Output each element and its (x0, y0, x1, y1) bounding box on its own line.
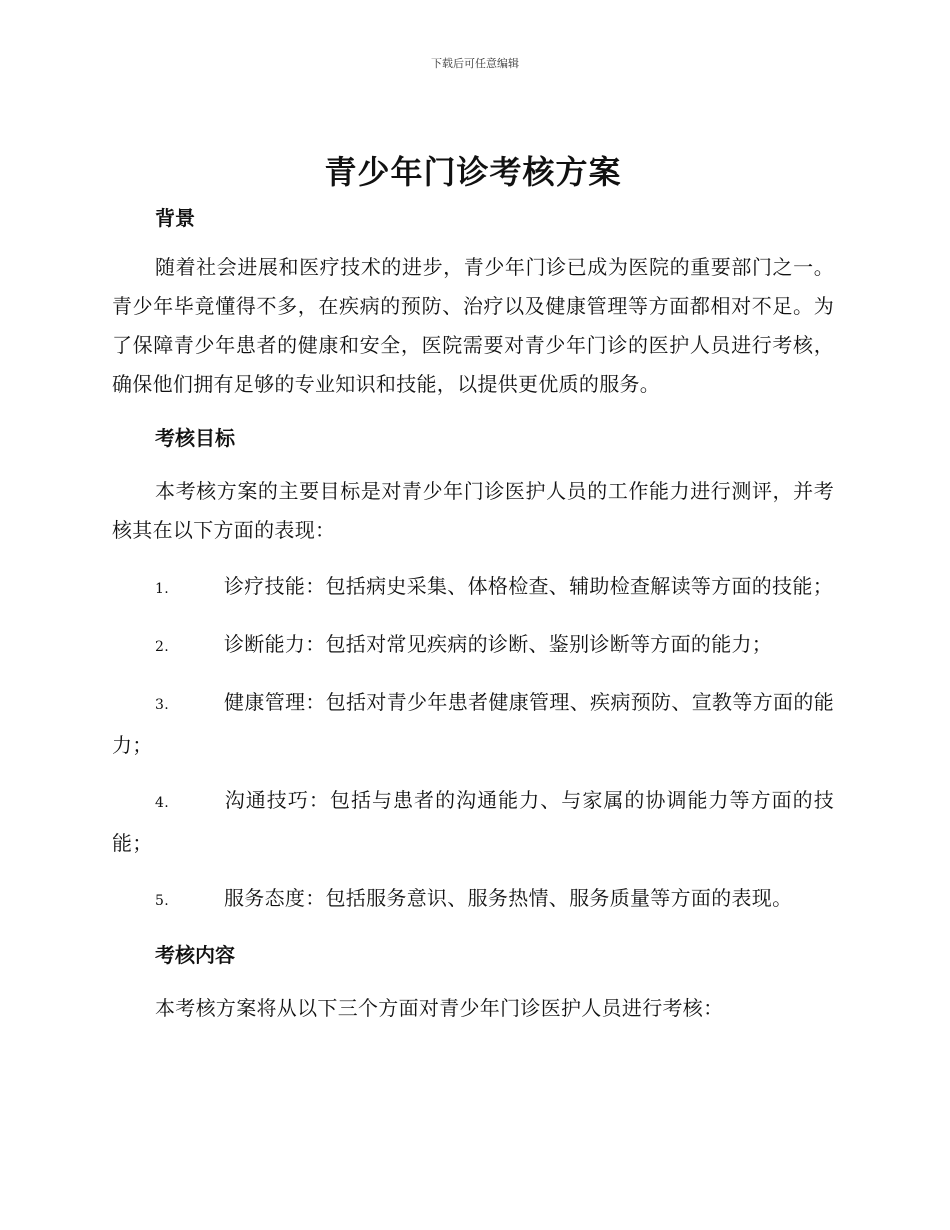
list-item (112, 878, 834, 921)
list-item-number: 2. (155, 639, 169, 655)
list-item-number: 1. (155, 581, 169, 597)
list-item-text: 沟通技巧：包括与患者的沟通能力、与家属的协调能力等方面的技能； (112, 788, 834, 855)
list-item (112, 624, 834, 667)
list-item-text: 健康管理：包括对青少年患者健康管理、疾病预防、宣教等方面的能力； (112, 690, 834, 757)
content-paragraph: 本考核方案将从以下三个方面对青少年门诊医护人员进行考核： (155, 996, 724, 1020)
page-header-note: 下载后可任意编辑 (431, 57, 519, 70)
document-body (112, 150, 834, 1028)
list-item-text: 诊疗技能：包括病史采集、体格检查、辅助检查解读等方面的技能； (224, 574, 833, 598)
section-heading-content: 考核内容 (155, 943, 235, 967)
list-item-text: 诊断能力：包括对常见疾病的诊断、鉴别诊断等方面的能力； (224, 632, 773, 656)
goals-list (112, 566, 834, 921)
list-item (112, 566, 834, 609)
list-item-text: 服务态度：包括服务意识、服务热情、服务质量等方面的表现。 (224, 886, 793, 910)
background-paragraph: 随着社会进展和医疗技术的进步，青少年门诊已成为医院的重要部门之一。青少年毕竟懂得不多，在疾病的预防、治疗以及健康管理等方面都相对不足。为了保障青少年患者的健康和安全，医院需要对青少年门诊的医护人员进行考核，确保他们拥有足够的专业知识和技能，以提供更优质的服务。 (112, 255, 834, 396)
section-heading-goals: 考核目标 (155, 426, 235, 450)
list-item-number: 5. (155, 893, 169, 909)
list-item (112, 780, 834, 863)
section-heading-background: 背景 (155, 206, 195, 230)
document-title: 青少年门诊考核方案 (324, 153, 622, 191)
list-item-number: 3. (155, 697, 169, 713)
list-item-number: 4. (155, 795, 169, 811)
goals-paragraph: 本考核方案的主要目标是对青少年门诊医护人员的工作能力进行测评，并考核其在以下方面的表现： (112, 479, 834, 542)
list-item (112, 682, 834, 765)
